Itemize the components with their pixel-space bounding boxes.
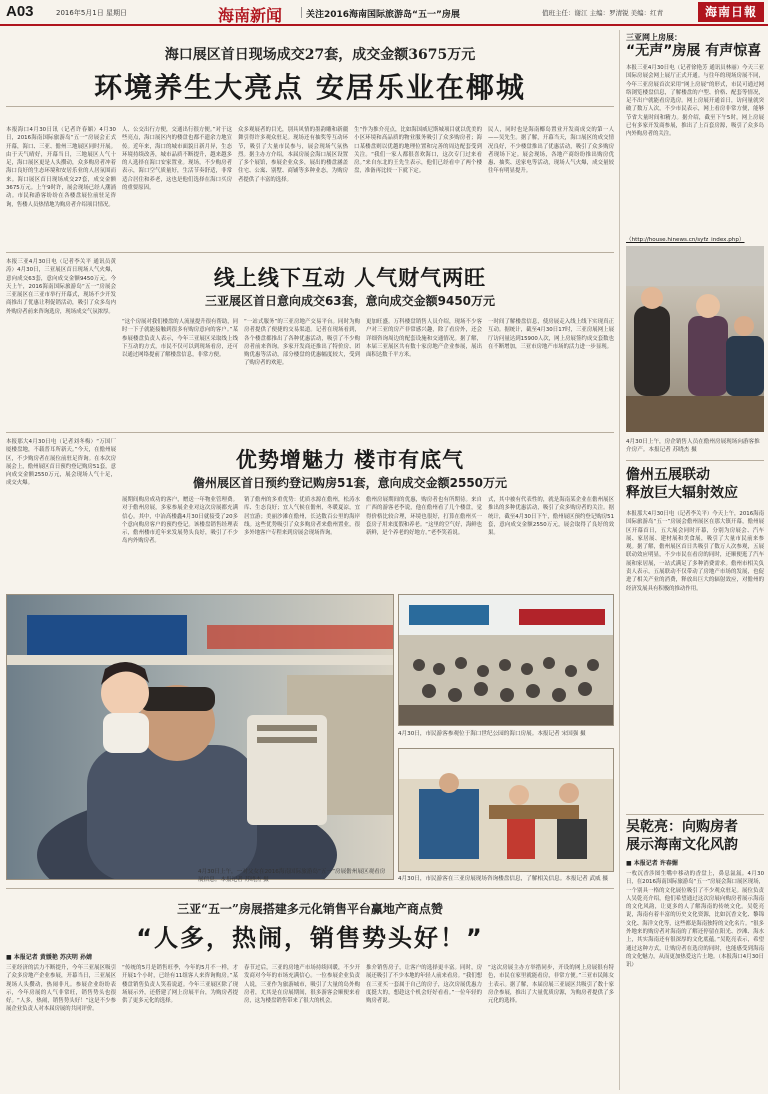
lead-col-4: 生“作为推介亮点，比如海国威尼斯城项目就以优美的小区环境和高品质的物业服务吸引了众多购房者；海口某楼盘则以优越的地理位置和完善的周边配套受到关注。“我们一家人都很喜欢海口，这次专门过来看房。”来自东北的王先生表示，他们已经看中了两个楼盘，准备再比较一下就下定。 xyxy=(354,127,482,175)
bottom-rule xyxy=(6,888,614,889)
sanya-headline: 线上线下互动 人气财气两旺 xyxy=(213,266,487,290)
online-text: 本报三亚4月30日电（记者徐艳芳 通讯员林丽）今天三亚国际房展会网上展厅正式开通。与往年的现场房展不同，今年三亚房展首次采用“网上房展”的形式，市民可通过网络浏览楼盘信息，了解楼盘的户型、价格、配套等情况，足不出户就能看房选房。网上房展开通首日，访问量就突破了数万人次，不少市民表示，网上看房非常方便，能够节省大量时间和精力。据介绍，截至下午5时，网上房展已有多家开发商参展，推出了上百套房源，吸引了众多岛内外购房者的关注。 xyxy=(626,65,764,138)
page-header xyxy=(0,0,768,26)
danzhou-side-title: 儋州五展联动 释放巨大辐射效应 xyxy=(626,467,738,501)
culture-side-byline: ■ 本报记者 许春媚 xyxy=(626,860,678,867)
column-separator xyxy=(619,30,620,1090)
bottom-kicker: 三亚“五一”房展搭建多元化销售平台赢地产商点赞 xyxy=(177,902,443,916)
sanya-photo-caption: 4月30日，市民游客在三亚房展现场咨询楼盘信息，了解相关信息。本报记者 武威 摄 xyxy=(398,876,609,882)
lead-headline: 环境养生大亮点 安居乐业在椰城 xyxy=(94,71,526,104)
sanya-col-3: “一站式服务”的三亚房地产交易平台。同时为购房者提供了便捷的交易渠道。记者在现场看到，各个楼盘都推出了各种优惠活动，吸引了不少购房者前来咨询。多家开发商还推出了特价房、团购优惠等活动，部分楼盘的优惠幅度较大，受到了购房者的欢迎。 xyxy=(244,319,360,367)
lead-rule xyxy=(6,106,614,107)
lead-col-1: 本报海口4月30日讯（记者许春媚）4月30日，2016海南国际旅游岛“五一”房展会正式开幕，海口、三亚、儋州三地展区同时开展。由于天气晴好，开幕当日，三地展区人气十足，海口展区更是人头攒动，众多购房者冲着海口良好的生态环境和安居乐业的人居氛围而来。海口展区首日现场成交27套，成交金额3675万元。上午9时许，展会现场已经人潮涌动。市民和游客纷纷在各楼盘展位前驻足咨询，售楼人员热情地为购房者介绍项目情况。 xyxy=(6,127,116,208)
issue-date: 2016年5月1日 星期日 xyxy=(56,9,127,17)
sales-photo xyxy=(626,246,764,432)
lead-col-2: 人、公交出行方便，交通出行很方便。”对于这些亮点，海口展区内的楼盘也都不遗余力地宣传。近年来，海口的城市面貌日新月异，生态环境持续改善，城市品质不断提升，越来越多的人选择在海口安家置业。现场，不少购房者表示，海口空气质量好，生活节奏舒适，非常适合居住和养老，这也是他们选择在海口买房的重要原因。 xyxy=(122,127,232,192)
bottom-col-3: 春节过后，三亚的房地产市场持续回暖，不少开发商对今年的市场充满信心。一位参展企业负责人说，三亚作为旅游城市，吸引了大量的岛外购房者，尤其是在房展期间，很多游客会顺便来看房，这为楼盘销售带来了很大的机会。 xyxy=(244,965,360,1005)
sanya-rule xyxy=(6,252,614,253)
online-kicker: 三亚网上房展： xyxy=(626,33,682,42)
section-title: 海南新闻 xyxy=(218,6,283,25)
culture-side-text: 一枚沉香涉图生嘴中移动的香盘上，鼻息氤氲。4月30日，在2016海南国际旅游岛“五一”房展会海口展区现场，一个别具一格的文化展位吸引了不少观众驻足。展位负责人吴乾亮介绍，他们希望通过这次房展向购房者展示海南的文化风韵，让更多的人了解海南的传统文化。吴乾亮说，海南有着丰富的历史文化资源，比如沉香文化、黎锦文化、海洋文化等，这些都是海南独特的文化名片。“很多外地来的购房者对海南的了解还停留在阳光、沙滩、海水上，其实海南还有很深厚的文化底蕴。”吴乾亮表示，希望通过这种方式，让购房者在选房的同时，也能感受到海南的文化魅力，从而更加热爱这片土地。（本报海口4月30日讯） xyxy=(626,871,764,969)
bottom-col-1: 三亚经济的活力不断提升，今年三亚展区吸引了众多房地产企业参展，开幕当日，三亚展区现场人头攒动，热闹非凡。参展企业纷纷表示，今年房展的人气非常旺，销售势头也很好。“人多，热闹，销售势头好！”这是不少参展企业负责人对本届房展的共同评价。 xyxy=(6,965,116,1013)
danzhou-col-2: 展期间购房成功的客户，赠送一年物业管理费。对于儋州房展，多家参展企业对这次房展都充满信心。其中，中冶高楼鑫4月30日就接受了20多个意向购房客户的预约登记。该楼盘销售经理表示，儋州楼市近年来发展势头良好，吸引了不少岛内外购房者。 xyxy=(122,497,238,545)
main-photo-caption: 4月30日上午，一对父女在2016海南国际旅游岛“五一”房展儋州展区观看房展信息。本报记者 苏晓杰 摄 xyxy=(198,869,386,883)
culture-side-title: 吴乾亮：向购房者 展示海南文化风韵 xyxy=(626,819,738,853)
page-number: A03 xyxy=(6,3,34,20)
online-title: “无声”房展 有声惊喜 xyxy=(626,43,762,59)
danzhou-subhead: 儋州展区首日预约登记购房51套，意向成交金额2550万元 xyxy=(192,476,508,490)
sanya-col-2: “这个房展对我们楼盘的人流量提升很有帮助，同时一下子就能接触到很多有购房意向的客户。”某参展楼盘负责人表示，今年三亚展区采取线上线下互动的方式，市民不仅可以到现场看房，还可以通过网络提前了解楼盘信息，非常方便。 xyxy=(122,319,238,359)
lead-col-3: 众多观展者的目光，别具风情的墨韵雕和新疆舞引得许多观众驻足。现场还有抽奖等互动环节，吸引了大量市民参与，展会现场气氛热烈。据主办方介绍，本届房展会海口展区设置了多个展馆，参展企业众多，展出的楼盘涵盖住宅、公寓、别墅、商铺等多种业态，为购房者提供了丰富的选择。 xyxy=(238,127,348,183)
danzhou-col-3: 销了儋州的多重优势：优质水源在儋州，松涛水库、生态良好；宜人气候在儋州，冬暖夏凉，宜居宜游；美丽沙滩在儋州，长达数百公里的海岸线。这些优势吸引了众多购房者来儋州置业，很多外地客户专程来到房展会现场咨询。 xyxy=(244,497,360,537)
side-photo-caption: 4月30日上午，房企销售人员在儋州房展现场向游客推介房产。本报记者 苏晓杰 摄 xyxy=(626,439,760,453)
danzhou-col-5: 式，其中被有代表性的，就是海南某企业在儋州展区推出的多种优惠活动，吸引了众多购房者的关注。据统计，截至4月30日下午，儋州展区预约登记购房51套，意向成交金额2550万元，展会取得了良好的效果。 xyxy=(488,497,614,537)
sanya-col-4: 更加旺盛。万科楼盘销售人员介绍，现场不少客户对三亚的房产非常感兴趣，除了看房外，还会详细咨询周边的配套设施和交通情况。据了解，本届三亚展区共有数十家房地产企业参展，展出面积达数千平方米。 xyxy=(366,319,482,359)
bottom-headline: “人多，热闹，销售势头好！” xyxy=(136,924,484,952)
haikou-expo-photo xyxy=(398,594,614,726)
bottom-col-2: “传统的5月是销售旺季，今年的5月不一样，才开展1个小时，已经有11组客人来咨询购房。”某楼盘销售负责人笑着说道。今年三亚展区除了现场展示外，还搭建了网上房展平台，为购房者提供了更多元化的选择。 xyxy=(122,965,238,1005)
danzhou-col-1: 本报那大4月30日电（记者刘冬梅）“万国厂厦楼盘地，不载普耳所新天。”今天，在儋州展区，不少购房者在展位前驻足咨询。在本次房展会上，儋州展区首日预约登记购房51套，意向成交金额2550万元，展会现场人气十足，成交火爆。 xyxy=(6,439,116,487)
danzhou-side-rule xyxy=(626,460,764,461)
sanya-consult-photo xyxy=(398,748,614,872)
bottom-byline: ■ 本报记者 黄媛艳 苏庆明 孙婧 xyxy=(6,954,93,961)
sanya-col-5: 一时间了解楼盘信息，使房展走入线上线下实现真正互动。据统计，截至4月30日17时，三亚房展网上展厅访问量达到15900人次，网上房展签约成交套数也在不断增加，三亚市房地产市场的活力进一步显现。 xyxy=(488,319,614,350)
danzhou-col-4: 儋州房展期间的优惠，购房者也有所期待。来自广西的游客老李说，他在儋州看了几个楼盘，觉得价格比较合理，环境也很好，打算在儋州买一套房子用来度假和养老。“这里的空气好，海鲜也新鲜，是个养老的好地方。”老李笑着说。 xyxy=(366,497,482,537)
culture-side-rule xyxy=(626,814,764,815)
haikou-photo-caption: 4月30日，市民游客参观位于海口世纪公园的海口房展。本报记者 宋国强 摄 xyxy=(398,731,586,737)
main-photo-father-daughter xyxy=(6,594,394,880)
lead-kicker: 海口展区首日现场成交27套，成交金额3675万元 xyxy=(164,47,476,63)
section-topic: 关注2016海南国际旅游岛“五一”房展 xyxy=(306,7,460,20)
danzhou-headline: 优势增魅力 楼市有底气 xyxy=(235,448,465,472)
lead-col-5: 民人，同时也是海南椰岛置业开发商成交的第一人——吴先生。据了解，开幕当天，海口展区的成交情况良好，不少楼盘推出了优惠活动，吸引了众多购房者现场下定。展会现场，各地产商纷纷推出购房优惠、抽奖、送家电等活动，现场人气火爆，成交量较往年有明显提升。 xyxy=(488,127,614,175)
sanya-col-1: 本报三亚4月30日电（记者李关平 通讯员黄涛）4月30日，三亚展区首日现场人气火爆，意向成交63套，意向成交金额9450万元。今天上午，2016海南国际旅游岛“五一”房展会三亚展区在三亚市举行开幕式，现场不少开发商推出了优惠让利促销活动，吸引了众多岛内外购房者前来咨询选房，现场成交气氛浓厚。 xyxy=(6,259,116,315)
bottom-col-5: “这次房展主办方举措同步，开设的网上房展很有特色，市民在家里就能看房，非常方便。”三亚市民陈女士表示。据了解，本届房展三亚展区共吸引了数十家房企参展，推出了大量优质房源，为购房者提供了多元化的选择。 xyxy=(488,965,614,1005)
danzhou-side-text: 本报那大4月30日电（记者李关平）今天上午，2016海南国际旅游岛“五一”房展会儋州展区在那大镇开幕，儋州展区开幕首日，五大展会同时开幕，分别为房展会、汽车展、家居展、建材展和美食展，吸引了大量市民前来参观。据了解，儋州展区首日共吸引了数万人次参观，五展联动效应明显，不少市民在看房的同时，还顺便逛了汽车展和家居展，一站式满足了多种消费需求。儋州市相关负责人表示，五展联动不仅带动了房地产市场的发展，也促进了相关产业的消费，释放出巨大的辐射效应，对儋州的经济发展具有积极的推动作用。 xyxy=(626,511,764,592)
danzhou-rule xyxy=(6,432,614,433)
online-house-link[interactable]: （http://house.hinews.cn/syfz_index.php） xyxy=(626,237,745,243)
editor-credits: 值班主任：谢江 主编：罗清锐 美编：红青 xyxy=(542,9,664,17)
bottom-col-4: 推介销售房子，让客户的选择更丰富。同时，房展还吸引了不少本地的年轻人前来看房。“我们想在三亚买一套属于自己的房子，这次房展优惠力度挺大的，想趁这个机会好好看看。”一位年轻的购房者说。 xyxy=(366,965,482,1005)
newspaper-logo: 海南日報 xyxy=(698,2,764,22)
sanya-subhead: 三亚展区首日意向成交63套，意向成交金额9450万元 xyxy=(204,294,496,308)
